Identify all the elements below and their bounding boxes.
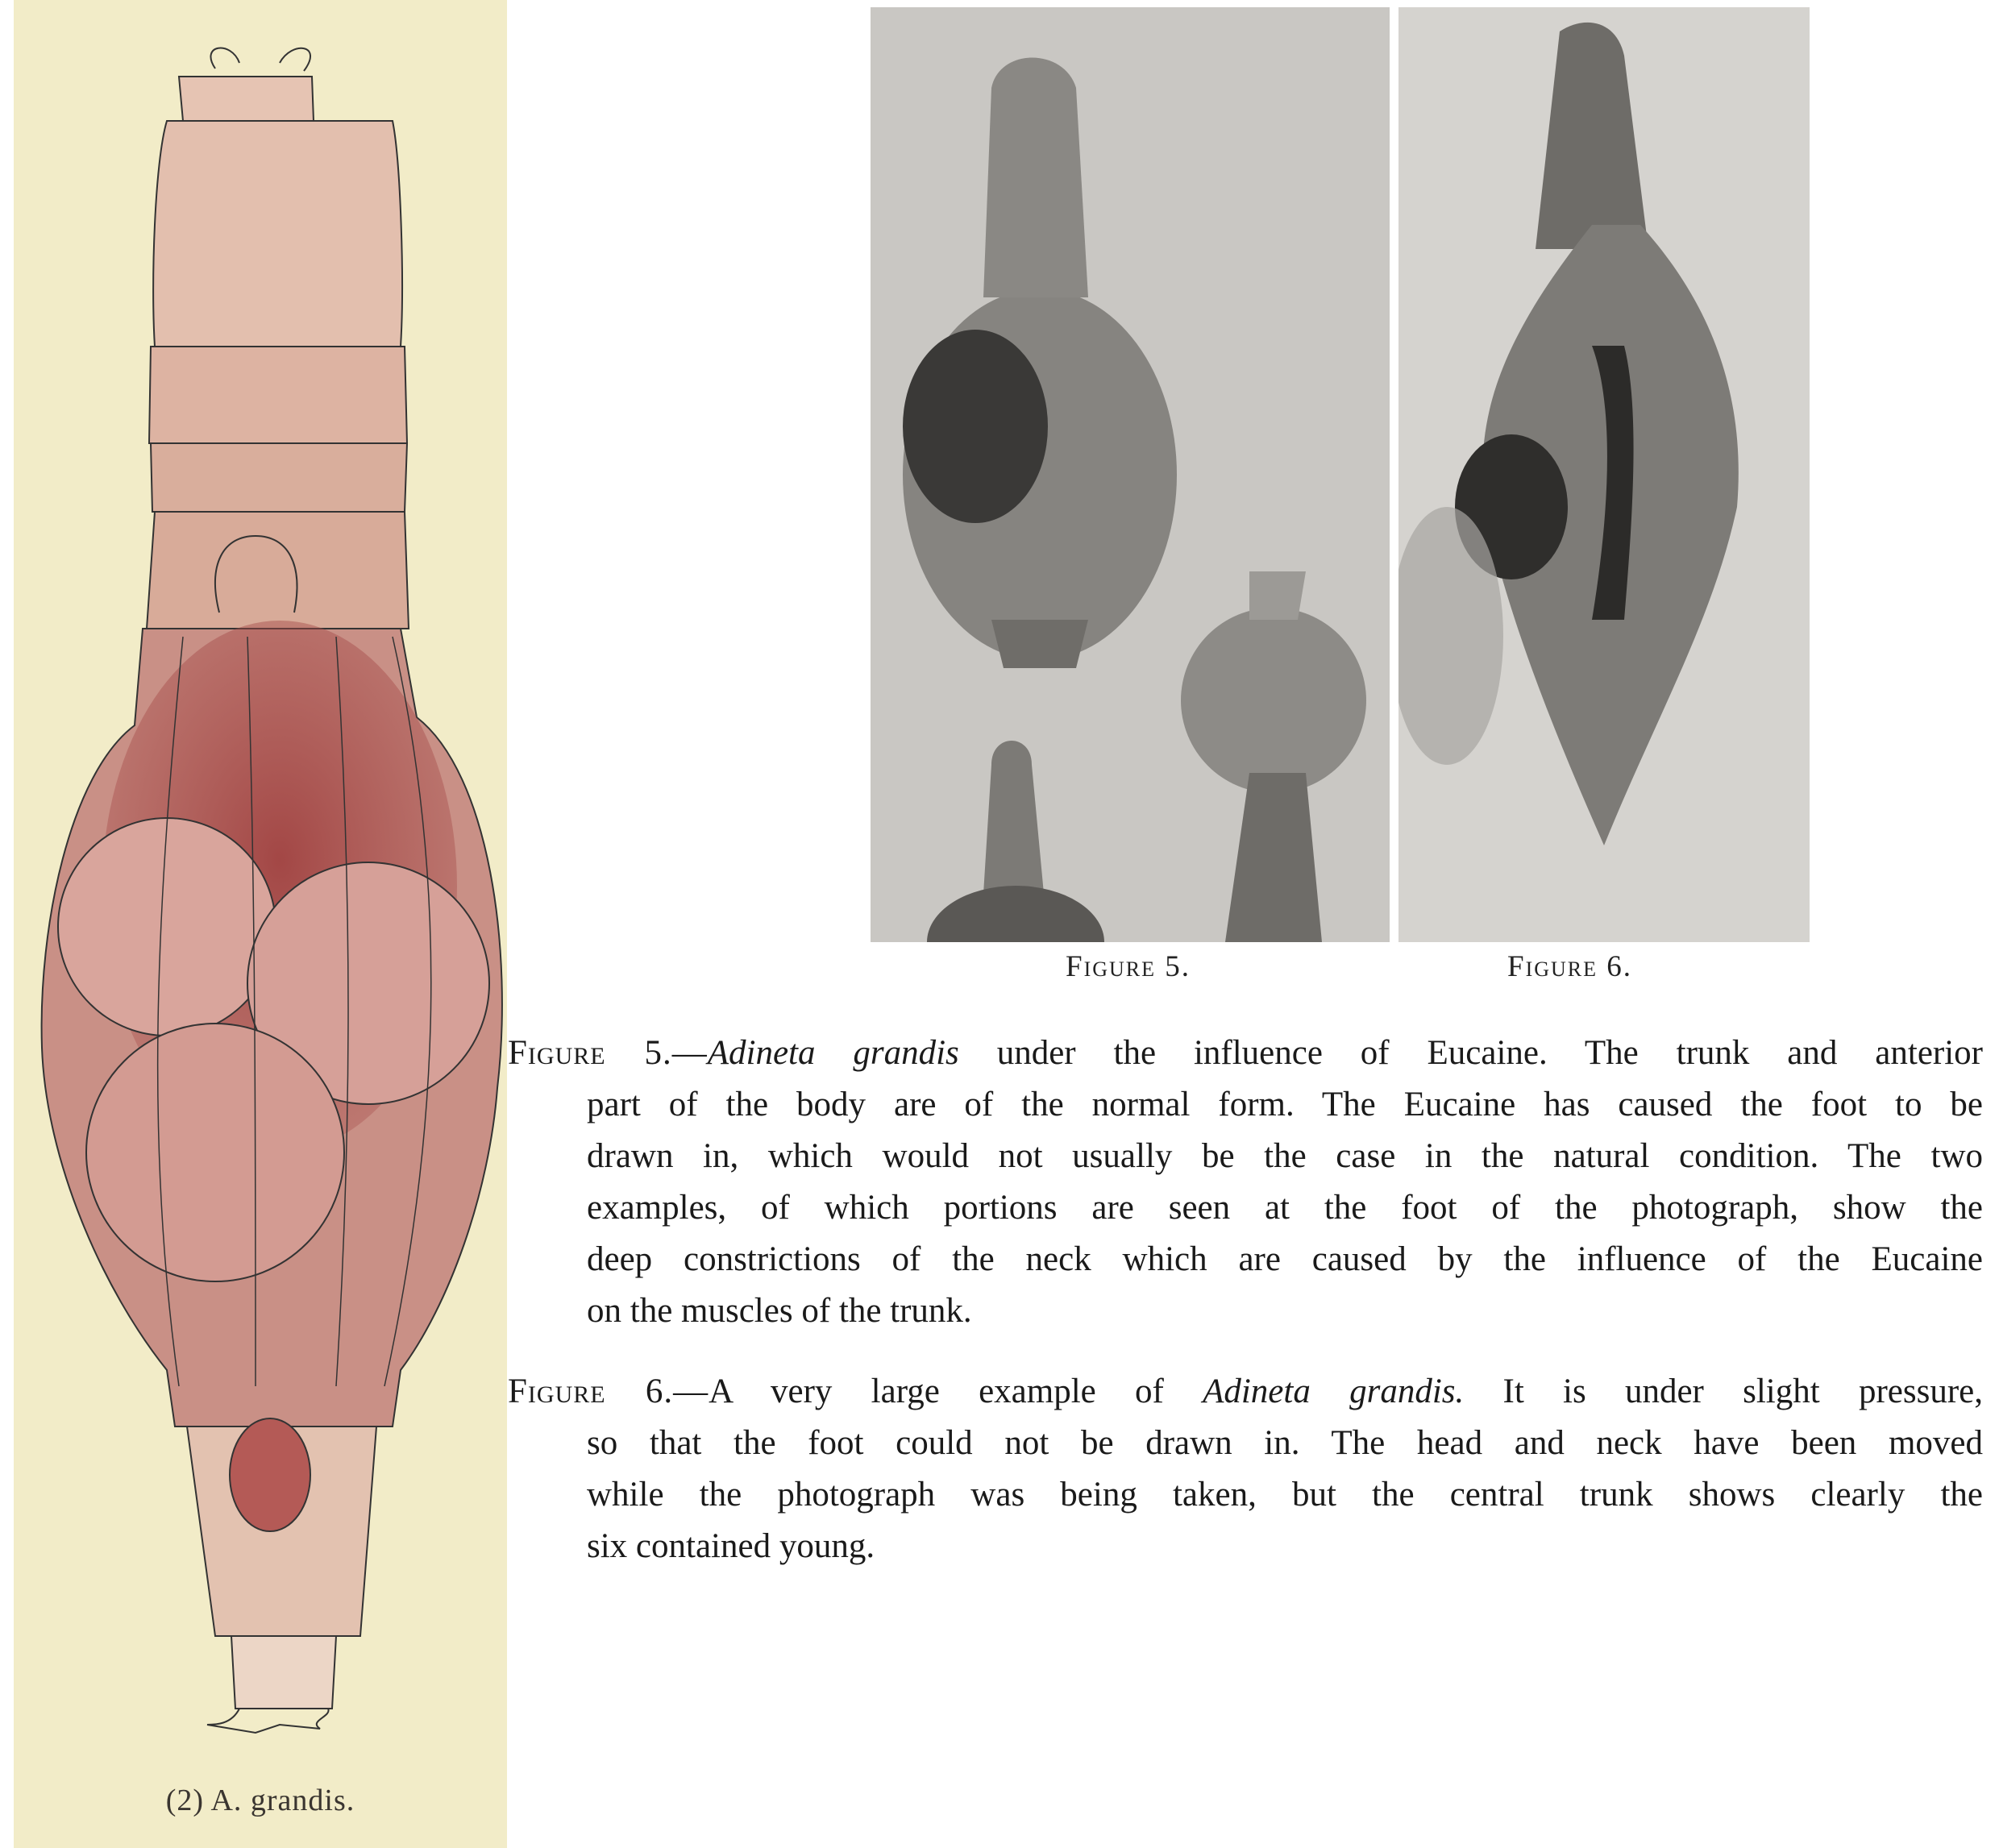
caption-line: It is under slight pressure, — [1464, 1373, 1983, 1410]
caption-line: so that the foot could not be drawn in. The head and neck have been moved — [587, 1424, 1983, 1462]
caption-line: under the influence of Eucaine. The trunk and anterior — [958, 1034, 1983, 1072]
caption-text: A very large example of — [709, 1373, 1203, 1410]
figure-5-label: Figure 5. — [1066, 950, 1191, 983]
caption-line: examples, of which portions are seen at the foot of the photograph, show the — [587, 1189, 1983, 1227]
plate-caption: (2) A. grandis. — [165, 1784, 355, 1817]
figure-5-caption — [508, 1028, 1983, 1337]
color-plate — [14, 0, 507, 1848]
figure-6-label: Figure 6. — [1507, 950, 1633, 983]
caption-line: on the muscles of the trunk. — [587, 1292, 972, 1330]
rotifer-illustration — [14, 0, 507, 1848]
species-name: Adineta grandis. — [1203, 1373, 1465, 1410]
caption-lead: Figure 6.— — [508, 1373, 709, 1410]
figure-6-caption — [508, 1366, 1983, 1572]
caption-line: deep constrictions of the neck which are caused by the influence of the Eucaine — [587, 1240, 1983, 1278]
figure-6-photograph — [1398, 7, 1810, 942]
caption-line: drawn in, which would not usually be the case in the natural condition. The two — [587, 1137, 1983, 1175]
caption-line: part of the body are of the normal form. The Eucaine has caused the foot to be — [587, 1086, 1983, 1123]
caption-line: six contained young. — [587, 1527, 875, 1565]
figure-5-photograph — [871, 7, 1390, 942]
caption-lead: Figure 5.— — [508, 1034, 708, 1072]
species-name: Adineta grandis — [707, 1034, 959, 1072]
caption-line: while the photograph was being taken, but the central trunk shows clearly the — [587, 1476, 1983, 1514]
